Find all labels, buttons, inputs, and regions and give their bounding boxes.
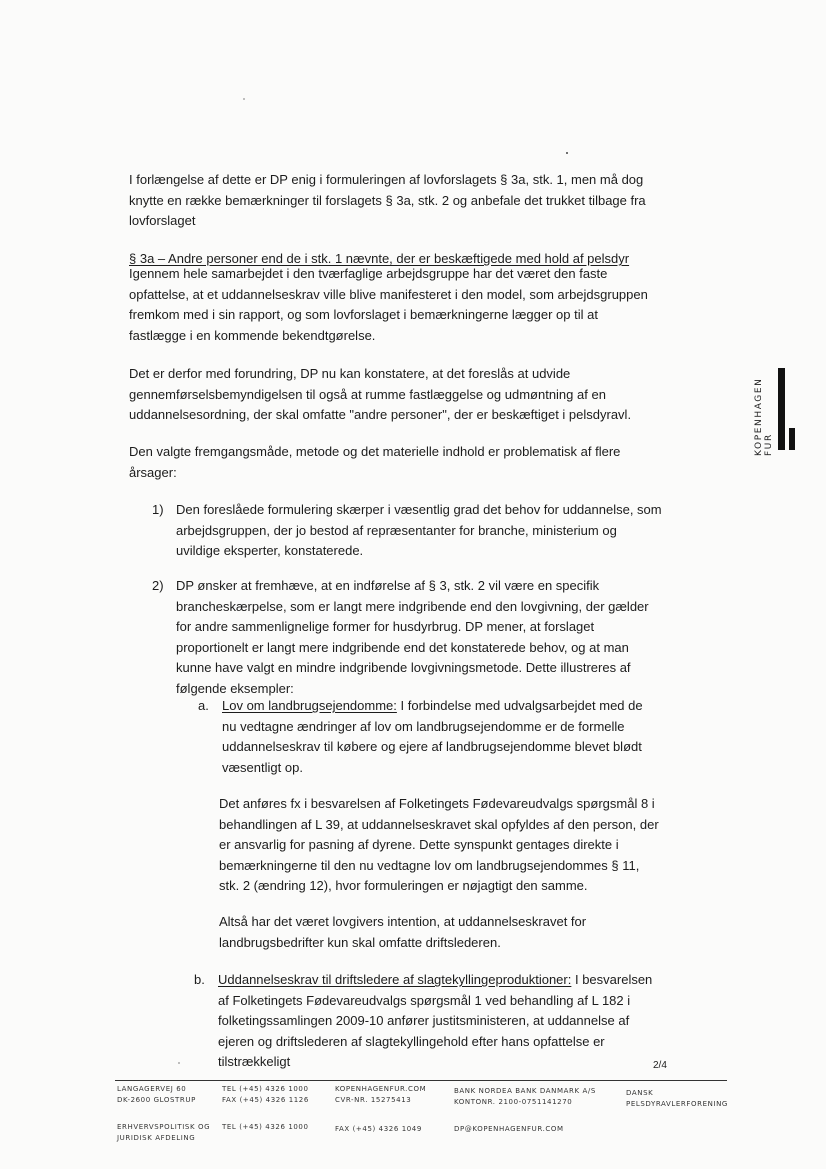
sublist-item-text: I besvarelsen af Folketingets Fødevareudvalgs spørgsmål 1 ved behandling af L 182 i folketingssamlingen 2009-10 anfører justitsministeren, at uddannelse af ejeren og driftslederen af slagtekyllingehold efter hans opfattelse er tilstrækkeligt: [218, 972, 653, 1069]
logo-bar: [778, 368, 785, 450]
footer-address: [117, 1084, 196, 1106]
footer-fax: FAX (+45) 4326 1126: [222, 1096, 309, 1104]
sublist-item-a: [222, 696, 658, 778]
page-number: 2/4: [653, 1060, 667, 1071]
footer-address-line: LANGAGERVEJ 60: [117, 1085, 187, 1093]
footer-dept-fax: FAX (+45) 4326 1049: [335, 1125, 422, 1133]
footer-email: DP@KOPENHAGENFUR.COM: [454, 1125, 564, 1133]
paragraph-intro: I forlængelse af dette er DP enig i formuleringen af lovforslagets § 3a, stk. 1, men må dog knytte en række bemærkninger til forslagets § 3a, stk. 2 og anbefale det trukket tilbage fra lovforslaget: [129, 172, 646, 228]
scan-speck: [243, 98, 245, 100]
footer-website: KOPENHAGENFUR.COM: [335, 1085, 427, 1093]
footer-dept-line: ERHVERVSPOLITISK OG: [117, 1123, 211, 1131]
logo-wordmark: KOPENHAGEN FUR: [754, 377, 774, 456]
footer-org-line: PELSDYRAVLERFORENING: [626, 1100, 728, 1108]
paragraph-working-group: Igennem hele samarbejdet i den tværfaglige arbejdsgruppe har det været den faste opfattelse, at et uddannelseskrav ville blive manifesteret i den model, som arbejdsgruppen fremkom med i sin rapport, og som lovforslaget i bemærkningerne lægger op til at fastlægge i en kommende bekendtgørelse.: [129, 266, 648, 343]
list-item-text: DP ønsker at fremhæve, at en indførelse af § 3, stk. 2 vil være en specifik brancheskærpelse, som er langt mere indgribende end den lovgivning, der gælder for andre sammenlignelige former for husdyrbrug. DP mener, at forslaget proportionelt er langt mere indgribende end det konstaterede behov, og at man kunne have valgt en mindre indgribende lovgivningsmetode. Dette illustreres af følgende eksempler:: [176, 578, 649, 696]
logo-bar: [789, 428, 795, 450]
sublist-item-title: Uddannelseskrav til driftsledere af slagtekyllingeproduktioner:: [218, 972, 572, 987]
footer-cvr: CVR-NR. 15275413: [335, 1096, 412, 1104]
footer-bank: [454, 1086, 596, 1108]
footer-account: KONTONR. 2100-0751141270: [454, 1098, 573, 1106]
footer-org-line: DANSK: [626, 1089, 654, 1097]
footer-bank-name: BANK NORDEA BANK DANMARK A/S: [454, 1087, 596, 1095]
footer-organisation: [626, 1088, 728, 1110]
sublist-item-b: [218, 970, 664, 1073]
footer-dept-phone: TEL (+45) 4326 1000: [222, 1123, 309, 1131]
list-number: 1): [152, 502, 164, 517]
list-item-text: Den foreslåede formulering skærper i væsentlig grad det behov for uddannelse, som arbejdsgruppen, der jo bestod af repræsentanter for branche, ministerium og uvildige eksperter, konstaterede.: [176, 502, 662, 558]
paragraph-reasons: Den valgte fremgangsmåde, metode og det materielle indhold er problematisk af flere årsager:: [129, 444, 621, 480]
sublist-paragraph: Det anføres fx i besvarelsen af Folketingets Fødevareudvalgs spørgsmål 8 i behandlingen af L 39, at uddannelseskravet skal opfyldes af den person, der er ansvarlig for pasning af dyrene. Dette synspunkt gentages direkte i bemærkningerne til den nu vedtagne lov om landbrugsejendommes § 11, stk. 2 (ændring 12), hvor formuleringen er nøjagtigt den samme.: [219, 796, 659, 893]
footer-dept-line: JURIDISK AFDELING: [117, 1134, 196, 1142]
sublist-letter: b.: [194, 972, 205, 987]
list-number: 2): [152, 578, 164, 593]
scan-speck: [178, 1062, 180, 1064]
footer-phone: [222, 1084, 309, 1106]
paragraph-surprise: Det er derfor med forundring, DP nu kan konstatere, at det foreslås at udvide gennemførselsbemyndigelsen til også at rumme fastlæggelse og udmøntning af en uddannelsesordning, der skal omfatte "andre personer", der er beskæftiget i pelsdyravl.: [129, 366, 632, 422]
footer-divider: [115, 1080, 727, 1081]
sublist-item-title: Lov om landbrugsejendomme:: [222, 698, 397, 713]
sublist-paragraph: Altså har det været lovgivers intention, at uddannelseskravet for landbrugsbedrifter kun skal omfatte driftslederen.: [219, 914, 587, 950]
section-heading: § 3a – Andre personer end de i stk. 1 nævnte, der er beskæftigede med hold af pelsdyr: [129, 251, 630, 266]
scan-speck: [566, 152, 568, 154]
footer-web: [335, 1084, 426, 1106]
footer-address-line: DK-2600 GLOSTRUP: [117, 1096, 196, 1104]
footer-department: [117, 1122, 210, 1144]
sublist-letter: a.: [198, 698, 209, 713]
footer-tel: TEL (+45) 4326 1000: [222, 1085, 309, 1093]
sublist-item-text: I forbindelse med udvalgsarbejdet med de nu vedtagne ændringer af lov om landbrugsejendomme er de formelle uddannelseskrav til købere og ejere af landbrugsejendomme blevet blødt væsentligt op.: [222, 698, 643, 775]
